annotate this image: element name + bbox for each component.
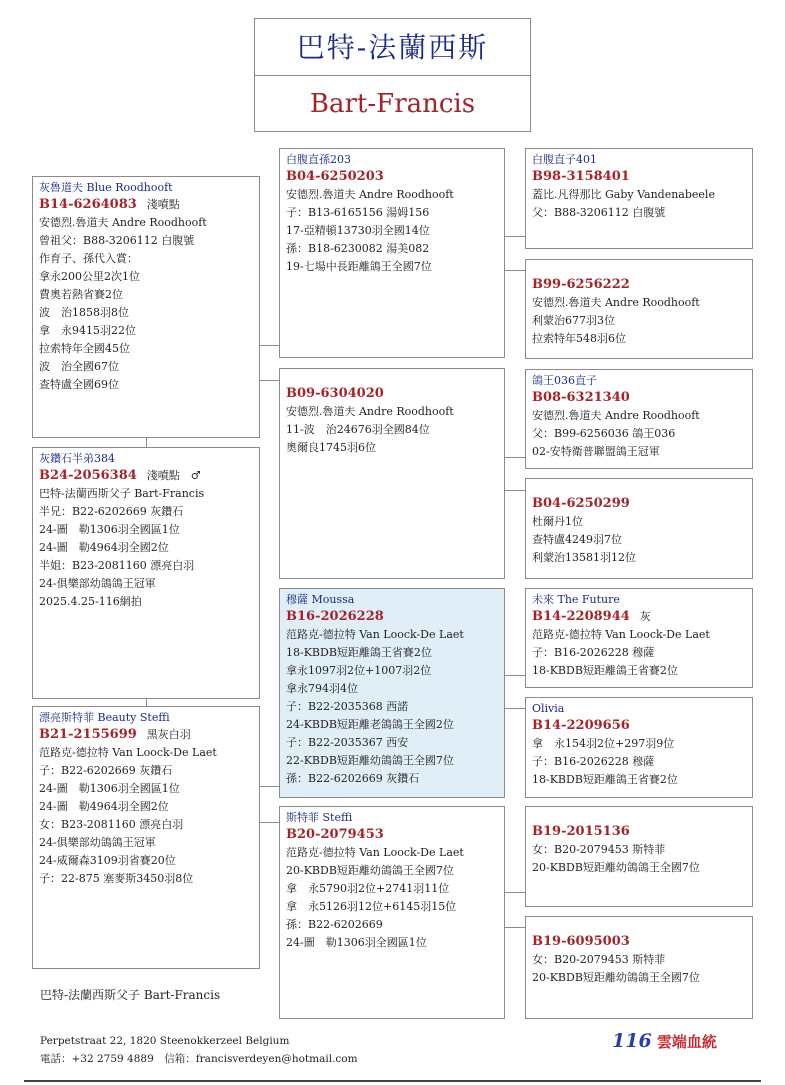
logo-text: 雲端血統	[656, 1033, 717, 1051]
sire-dam-ring-number: B09-6304020	[286, 386, 384, 401]
dam-sire-detail: 范路克-德拉特 Van Loock-De Laet	[286, 628, 464, 641]
sire-dam-sire-detail: 安德烈.魯道夫 Andre Roodhooft	[532, 409, 700, 422]
dam-sire-sire-ring-number: B14-2208944	[532, 609, 630, 624]
subject-detail: 半兄：B22-6202669 灰鑽石	[39, 505, 184, 518]
subject-detail: 24-圖 勒4964羽全國2位	[39, 541, 169, 554]
dam-dam-name: 斯特菲 Steffi	[286, 811, 353, 824]
sire-sire-ring-number: B04-6250203	[286, 169, 384, 184]
dam-sire-detail: 子：B22-2035367 西安	[286, 736, 409, 749]
sire-detail: 曾祖父：B88-3206112 白腹號	[39, 234, 195, 247]
dam-name: 漂亮斯特菲 Beauty Steffi	[39, 711, 170, 724]
sire-dam-sire-ring-number: B08-6321340	[532, 390, 630, 405]
dam-dam-card[interactable]	[279, 806, 505, 1019]
sire-dam-dam-detail: 查特盧4249羽7位	[532, 533, 622, 546]
sire-dam-dam-ring-number: B04-6250299	[532, 496, 630, 511]
dam-detail: 子：22-875 塞麥斯3450羽8位	[39, 872, 194, 885]
sire-sire-dam-detail: 拉索特年548羽6位	[532, 332, 626, 345]
sire-detail: 查特盧全國69位	[39, 378, 119, 391]
sire-detail: 費奧若熱省賽2位	[39, 288, 123, 301]
dam-sire-detail: 24-KBDB短距離老鴿鴿王全國2位	[286, 718, 454, 731]
sire-sire-detail: 孫：B18-6230082 湯美082	[286, 242, 430, 255]
sire-detail: 安德烈.魯道夫 Andre Roodhooft	[39, 216, 207, 229]
dam-dam-sire-ring-number: B19-2015136	[532, 824, 630, 839]
sire-sire-sire-ring-number: B98-3158401	[532, 169, 630, 184]
dam-sire-sire-card[interactable]	[525, 588, 753, 688]
connector	[146, 437, 147, 447]
sire-sire-dam-card[interactable]	[525, 259, 753, 359]
sire-sire-detail: 子：B13-6165156 湯姆156	[286, 206, 430, 219]
dam-sire-sire-color: 灰	[639, 610, 651, 623]
sire-dam-sire-name: 鴿王036直子	[532, 374, 597, 387]
connector	[504, 675, 525, 676]
connector	[504, 892, 525, 893]
dam-dam-sire-detail: 20-KBDB短距離幼鴿鴿王全國7位	[532, 861, 700, 874]
sire-dam-detail: 奧爾良1745羽6位	[286, 441, 376, 454]
sire-color: 淺噴點	[146, 198, 180, 211]
connector	[146, 698, 147, 706]
sire-dam-dam-detail: 利蒙治13581羽12位	[532, 551, 636, 564]
sire-sire-detail: 17-亞精頓13730羽全國14位	[286, 224, 430, 237]
dam-dam-dam-card[interactable]	[525, 916, 753, 1019]
dam-sire-detail: 孫：B22-6202669 灰鑽石	[286, 772, 420, 785]
dam-color: 黑灰白羽	[146, 728, 191, 741]
dam-sire-detail: 拿永794羽4位	[286, 682, 358, 695]
dam-ring-number: B21-2155699	[39, 727, 137, 742]
sire-sire-detail: 19-七場中長距離鴿王全國7位	[286, 260, 432, 273]
dam-detail: 女：B23-2081160 漂亮白羽	[39, 818, 184, 831]
dam-dam-dam-detail: 女：B20-2079453 斯特菲	[532, 953, 666, 966]
dam-dam-detail: 孫：B22-6202669	[286, 918, 383, 931]
sire-sire-sire-card[interactable]	[525, 148, 753, 249]
sire-detail: 作育子、孫代入賞：	[39, 252, 138, 265]
dam-sire-dam-name: Olivia	[532, 702, 565, 715]
subject-name: 灰鑽石半弟384	[39, 452, 115, 465]
dam-sire-name: 穆薩 Moussa	[286, 593, 355, 606]
dam-detail: 子：B22-6202669 灰鑽石	[39, 764, 173, 777]
sire-name: 灰魯道夫 Blue Roodhooft	[39, 181, 173, 194]
dam-dam-detail: 20-KBDB短距離幼鴿鴿王全國7位	[286, 864, 454, 877]
dam-sire-detail: 子：B22-2035368 西諾	[286, 700, 409, 713]
subject-card[interactable]	[32, 447, 260, 699]
sire-dam-sire-card[interactable]	[525, 369, 753, 469]
dam-dam-detail: 24-圖 勒1306羽全國區1位	[286, 936, 427, 949]
sire-card[interactable]	[32, 176, 260, 438]
dam-dam-detail: 拿 永5790羽2位+2741羽11位	[286, 882, 450, 895]
dam-detail: 24-圖 勒1306羽全國區1位	[39, 782, 180, 795]
sire-detail: 拿永200公里2次1位	[39, 270, 140, 283]
dam-sire-detail: 拿永1097羽2位+1007羽2位	[286, 664, 432, 677]
subject-detail: 2025.4.25-116網拍	[39, 595, 142, 608]
sire-sire-card[interactable]	[279, 148, 505, 358]
dam-dam-detail: 拿 永5126羽12位+6145羽15位	[286, 900, 457, 913]
dam-sire-card[interactable]	[279, 588, 505, 798]
subject-color: 淺噴點 ♂	[146, 469, 201, 482]
dam-sire-ring-number: B16-2026228	[286, 609, 384, 624]
sire-dam-dam-detail: 杜爾丹1位	[532, 515, 583, 528]
sire-sire-dam-detail: 利蒙治677羽3位	[532, 314, 615, 327]
breeder-address: Perpetstraat 22, 1820 Steenokkerzeel Belgium	[40, 1035, 290, 1047]
logo-number: 116	[612, 1030, 652, 1052]
dam-detail: 24-俱樂部幼鴿鴿王冠軍	[39, 836, 156, 849]
logo	[612, 1030, 717, 1052]
sire-sire-sire-name: 白腹直子401	[532, 153, 597, 166]
breeder-contact	[40, 1032, 358, 1068]
dam-dam-sire-card[interactable]	[525, 806, 753, 907]
dam-detail: 24-圖 勒4964羽全國2位	[39, 800, 169, 813]
sire-detail: 拿 永9415羽22位	[39, 324, 136, 337]
dam-sire-dam-detail: 子：B16-2026228 穆薩	[532, 755, 655, 768]
dam-sire-dam-detail: 18-KBDB短距離鴿王省賽2位	[532, 773, 678, 786]
dam-detail: 范路克-德拉特 Van Loock-De Laet	[39, 746, 217, 759]
title-chinese: 巴特-法蘭西斯	[255, 19, 530, 76]
dam-dam-dam-ring-number: B19-6095003	[532, 934, 630, 949]
footer-divider	[24, 1080, 761, 1082]
subject-detail: 24-圖 勒1306羽全國區1位	[39, 523, 180, 536]
sire-sire-name: 白腹直孫203	[286, 153, 351, 166]
dam-sire-sire-detail: 18-KBDB短距離鴿王省賽2位	[532, 664, 678, 677]
dam-sire-detail: 18-KBDB短距離鴿王省賽2位	[286, 646, 432, 659]
dam-sire-dam-ring-number: B14-2209656	[532, 718, 630, 733]
sire-dam-sire-detail: 父：B99-6256036 鴿王036	[532, 427, 676, 440]
title-english: Bart-Francis	[309, 89, 476, 119]
connector	[504, 490, 525, 491]
breeder-name: 巴特-法蘭西斯父子 Bart-Francis	[40, 988, 221, 1002]
sire-sire-detail: 安德烈.魯道夫 Andre Roodhooft	[286, 188, 454, 201]
dam-dam-sire-detail: 女：B20-2079453 斯特菲	[532, 843, 666, 856]
sire-sire-dam-ring-number: B99-6256222	[532, 277, 630, 292]
sire-detail: 波 治全國67位	[39, 360, 119, 373]
subject-detail: 巴特-法蘭西斯父子 Bart-Francis	[39, 487, 205, 500]
dam-sire-dam-detail: 拿 永154羽2位+297羽9位	[532, 737, 675, 750]
dam-dam-ring-number: B20-2079453	[286, 827, 384, 842]
dam-detail: 24-威爾森3109羽省賽20位	[39, 854, 176, 867]
dam-sire-dam-card[interactable]	[525, 697, 753, 798]
dam-dam-dam-detail: 20-KBDB短距離幼鴿鴿王全國7位	[532, 971, 700, 984]
sire-dam-dam-card[interactable]	[525, 478, 753, 579]
dam-sire-sire-detail: 子：B16-2026228 穆薩	[532, 646, 655, 659]
dam-sire-sire-name: 未來 The Future	[532, 593, 620, 606]
dam-sire-detail: 22-KBDB短距離幼鴿鴿王全國7位	[286, 754, 454, 767]
connector	[504, 270, 525, 271]
connector	[504, 457, 525, 458]
subject-ring-number: B24-2056384	[39, 468, 137, 483]
dam-sire-sire-detail: 范路克-德拉特 Van Loock-De Laet	[532, 628, 710, 641]
connector	[259, 822, 280, 823]
connector	[504, 708, 525, 709]
connector	[259, 345, 280, 346]
dam-dam-detail: 范路克-德拉特 Van Loock-De Laet	[286, 846, 464, 859]
sire-dam-detail: 11-波 治24676羽全國84位	[286, 423, 430, 436]
connector	[504, 927, 525, 928]
sire-dam-sire-detail: 02-安特衛普聯盟鴿王冠軍	[532, 445, 660, 458]
connector	[259, 380, 280, 381]
sire-sire-dam-detail: 安德烈.魯道夫 Andre Roodhooft	[532, 296, 700, 309]
sire-detail: 拉索特年全國45位	[39, 342, 130, 355]
dam-card[interactable]	[32, 706, 260, 969]
sire-detail: 波 治1858羽8位	[39, 306, 129, 319]
connector	[504, 236, 525, 237]
pedigree-header	[254, 18, 531, 132]
sire-sire-sire-detail: 父：B88-3206112 白腹號	[532, 206, 666, 219]
subject-detail: 24-俱樂部幼鴿鴿王冠軍	[39, 577, 156, 590]
breeder-phone-email: 電話：+32 2759 4889 信箱：francisverdeyen@hotmail.com	[40, 1053, 358, 1065]
subject-detail: 半姐：B23-2081160 漂亮白羽	[39, 559, 195, 572]
sire-ring-number: B14-6264083	[39, 197, 137, 212]
sire-dam-detail: 安德烈.魯道夫 Andre Roodhooft	[286, 405, 454, 418]
sire-dam-card[interactable]	[279, 368, 505, 579]
sire-sire-sire-detail: 蓋比.凡得那比 Gaby Vandenabeele	[532, 188, 715, 201]
connector	[259, 786, 280, 787]
